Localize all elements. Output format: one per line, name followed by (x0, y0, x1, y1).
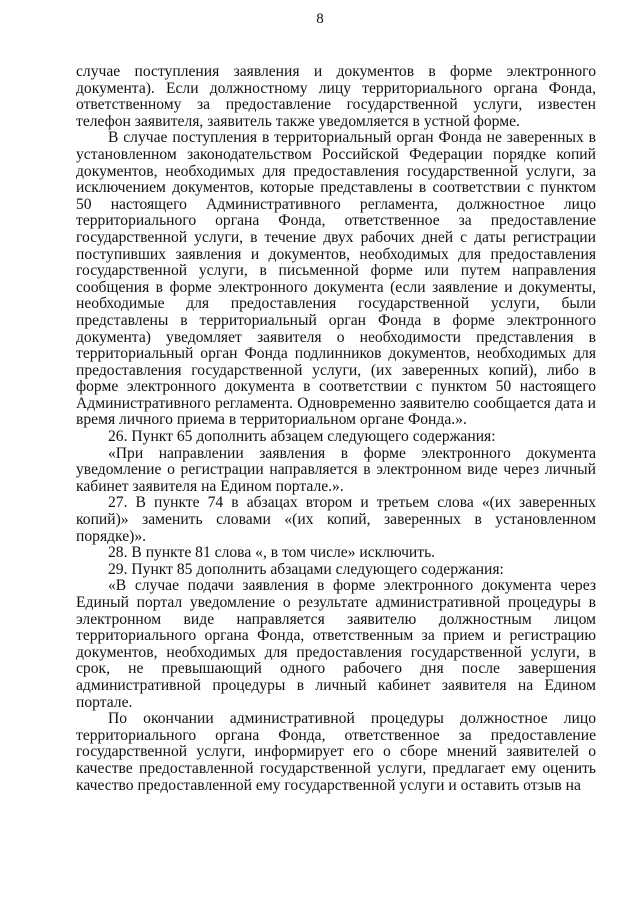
paragraph-3: 26. Пункт 65 дополнить абзацем следующего содержания: (108, 428, 496, 446)
paragraph-4: «При направлении заявления в форме электронного документа уведомление о регистрации направляется в электронном виде через личный кабинет заявителя на Едином портале.». (76, 444, 596, 495)
paragraph-1: случае поступления заявления и документов в форме электронного документа). Если должностному лицу территориального органа Фонда, ответственному за предоставление государственной услуги, известен телефон заявителя, заявитель также уведомляется в устной форме. (76, 63, 596, 130)
paragraph-7: 29. Пункт 85 дополнить абзацами следующего содержания: (108, 560, 504, 578)
paragraph-8: «В случае подачи заявления в форме электронного документа через Единый портал уведомление о результате административной процедуры в электронном виде направляется заявителю должностным лицом территориального органа Фонда, ответственным за прием и регистрацию документов, необходимых для предоставления государственной услуги, в срок, не превышающий одного рабочего дня после завершения административной процедуры в личный кабинет заявителя на Едином портале. (76, 577, 596, 711)
page-number: 8 (316, 11, 324, 27)
paragraph-5: 27. В пункте 74 в абзацах втором и третьем слова «(их заверенных копий)» заменить словами «(их копий, заверенных в установленном порядке)». (76, 494, 596, 545)
document-body (76, 64, 596, 794)
paragraph-9: По окончании административной процедуры должностное лицо территориального органа Фонда, ответственное за предоставление государственной услуги, информирует его о сборе мнений заявителей о качестве предоставленной государственной услуги, предлагает ему оценить качество предоставленной ему государственной услуги и оставить отзыв на (76, 710, 596, 794)
paragraph-6: 28. В пункте 81 слова «, в том числе» исключить. (108, 544, 436, 562)
paragraph-2: В случае поступления в территориальный орган Фонда не заверенных в установленном законодательством Российской Федерации порядке копий документов, необходимых для предоставления государственной услуги, за исключением документов, которые представлены в соответствии с пунктом 50 настоящего Административного регламента, должностное лицо территориального органа Фонда, ответственное за предоставление государственной услуги, в течение двух рабочих дней с даты регистрации поступивших заявления и документов, необходимых для предоставления государственной услуги, в письменной форме или путем направления сообщения в форме электронного документа (если заявление и документы, необходимые для предоставления государственной услуги, были представлены в территориальный орган Фонда в форме электронного документа) уведомляет заявителя о необходимости представления в территориальный орган Фонда подлинников документов, необходимых для предоставления государственной услуги, (их заверенных копий), либо в форме электронного документа в соответствии с пунктом 50 настоящего Административного регламента. Одновременно заявителю сообщается дата и время личного приема в территориальном органе Фонда.». (76, 129, 596, 429)
